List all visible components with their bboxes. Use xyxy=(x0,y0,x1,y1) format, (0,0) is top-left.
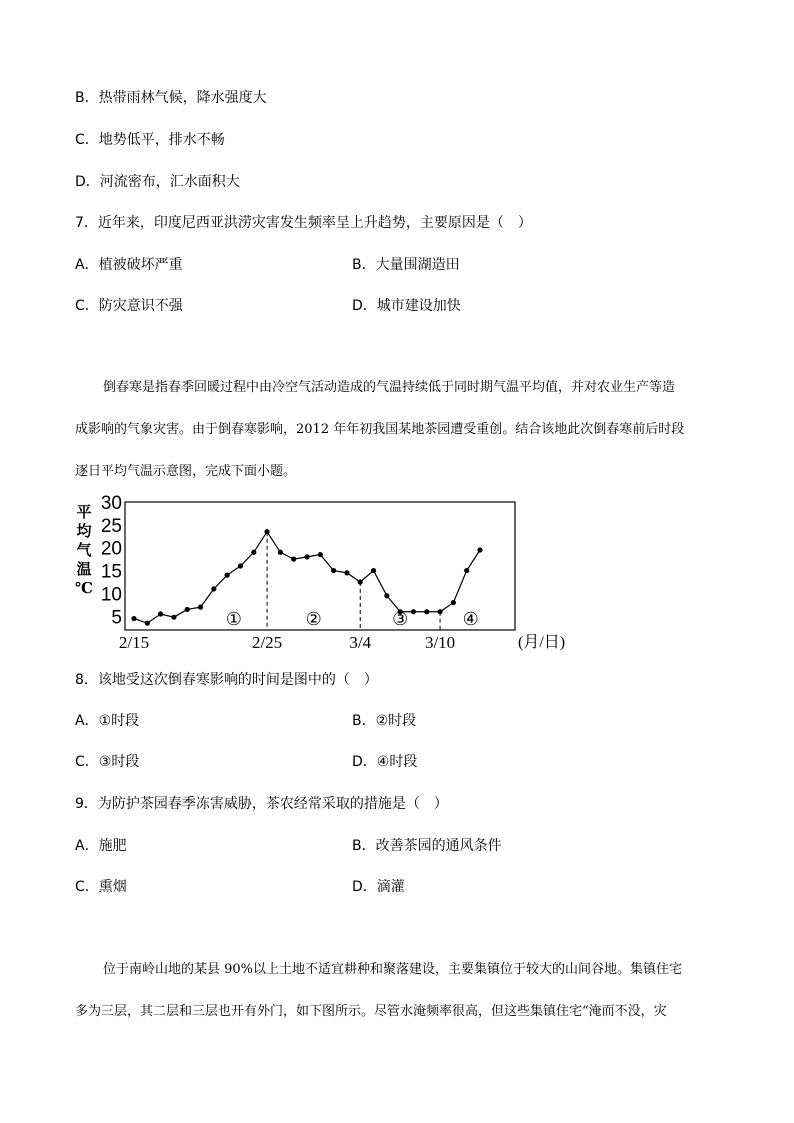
y-axis-label-char: 气 xyxy=(76,541,92,559)
option-9a: A．施肥 xyxy=(75,838,127,854)
option-6d: D．河流密布，汇水面积大 xyxy=(75,174,240,190)
y-axis-ticks xyxy=(101,495,122,628)
data-point xyxy=(211,586,216,591)
data-point xyxy=(358,579,363,584)
data-point xyxy=(464,568,469,573)
data-point xyxy=(185,607,190,612)
data-point xyxy=(291,557,296,562)
y-tick-label: 20 xyxy=(100,538,122,560)
option-7a: A．植被破坏严重 xyxy=(75,257,183,273)
passage-2-line-2: 多为三层，其二层和三层也开有外门，如下图所示。尽管水淹频率很高，但这些集镇住宅“淹而不没，灾 xyxy=(75,1004,667,1019)
y-axis-label-char: 温 xyxy=(76,560,92,578)
x-tick-label: 2/25 xyxy=(251,633,283,652)
data-point xyxy=(424,609,429,614)
data-point xyxy=(131,616,136,621)
x-axis-label: (月/日) xyxy=(518,634,566,651)
data-point xyxy=(437,609,442,614)
data-point xyxy=(318,552,323,557)
data-point xyxy=(171,615,176,620)
x-tick-label: 3/4 xyxy=(349,633,372,652)
passage-1-line-2: 成影响的气象灾害。由于倒春寒影响，2012 年年初我国某地茶园遭受重创。结合该地此次倒春寒前后时段 xyxy=(75,422,685,437)
data-point xyxy=(225,573,230,578)
passage-2-line-1: 位于南岭山地的某县 90%以上土地不适宜耕种和聚落建设，主要集镇位于较大的山间谷地。集镇住宅 xyxy=(103,962,683,977)
option-7b: B．大量围湖造田 xyxy=(352,257,460,273)
option-8d: D．④时段 xyxy=(352,754,418,770)
y-tick-label: 15 xyxy=(100,561,122,583)
data-point xyxy=(238,563,243,568)
data-point xyxy=(411,609,416,614)
data-point xyxy=(278,550,283,555)
y-axis-label xyxy=(75,503,93,597)
option-8b: B．②时段 xyxy=(352,713,417,729)
data-point xyxy=(198,605,203,610)
passage-1-line-3: 逐日平均气温示意图，完成下面小题。 xyxy=(75,464,297,479)
question-7-stem: 7．近年来，印度尼西亚洪涝灾害发生频率呈上升趋势，主要原因是（ ） xyxy=(75,215,532,231)
data-point xyxy=(264,529,269,534)
period-dividers xyxy=(267,532,440,630)
question-8-stem: 8．该地受这次倒春寒影响的时间是图中的（ ） xyxy=(75,672,378,688)
x-tick-label: 2/15 xyxy=(118,633,150,652)
x-tick-label: 3/10 xyxy=(424,633,456,652)
period-label: ① xyxy=(225,609,242,630)
y-axis-label-char: ℃ xyxy=(75,579,93,597)
y-tick-label: 25 xyxy=(100,515,122,537)
y-tick-label: 30 xyxy=(100,495,122,514)
option-6b: B．热带雨林气候，降水强度大 xyxy=(75,90,267,106)
data-point xyxy=(304,554,309,559)
data-point xyxy=(145,621,150,626)
option-8c: C．③时段 xyxy=(75,754,140,770)
question-9-stem: 9．为防护茶园春季冻害威胁，茶农经常采取的措施是（ ） xyxy=(75,796,448,812)
option-7c: C．防灾意识不强 xyxy=(75,298,183,314)
data-point xyxy=(371,568,376,573)
data-point xyxy=(158,611,163,616)
period-label: ② xyxy=(305,609,322,630)
data-point xyxy=(384,593,389,598)
data-point xyxy=(331,568,336,573)
y-axis-label-char: 平 xyxy=(76,503,92,521)
data-point xyxy=(477,547,482,552)
option-7d: D．城市建设加快 xyxy=(352,298,461,314)
option-8a: A．①时段 xyxy=(75,713,140,729)
data-point xyxy=(451,600,456,605)
temperature-chart xyxy=(70,495,590,660)
data-point xyxy=(251,550,256,555)
passage-1-line-1: 倒春寒是指春季回暖过程中由冷空气活动造成的气温持续低于同时期气温平均值，并对农业生产等造 xyxy=(103,380,676,395)
y-axis-label-char: 均 xyxy=(76,522,92,540)
period-label: ④ xyxy=(462,609,479,630)
period-label: ③ xyxy=(392,609,409,630)
option-6c: C．地势低平，排水不畅 xyxy=(75,132,225,148)
option-9c: C．熏烟 xyxy=(75,879,127,895)
y-tick-label: 10 xyxy=(100,584,122,606)
data-point xyxy=(344,570,349,575)
x-axis-ticks xyxy=(119,633,455,652)
y-tick-label: 5 xyxy=(111,607,122,629)
option-9d: D．滴灌 xyxy=(352,879,405,895)
option-9b: B．改善茶园的通风条件 xyxy=(352,838,502,854)
